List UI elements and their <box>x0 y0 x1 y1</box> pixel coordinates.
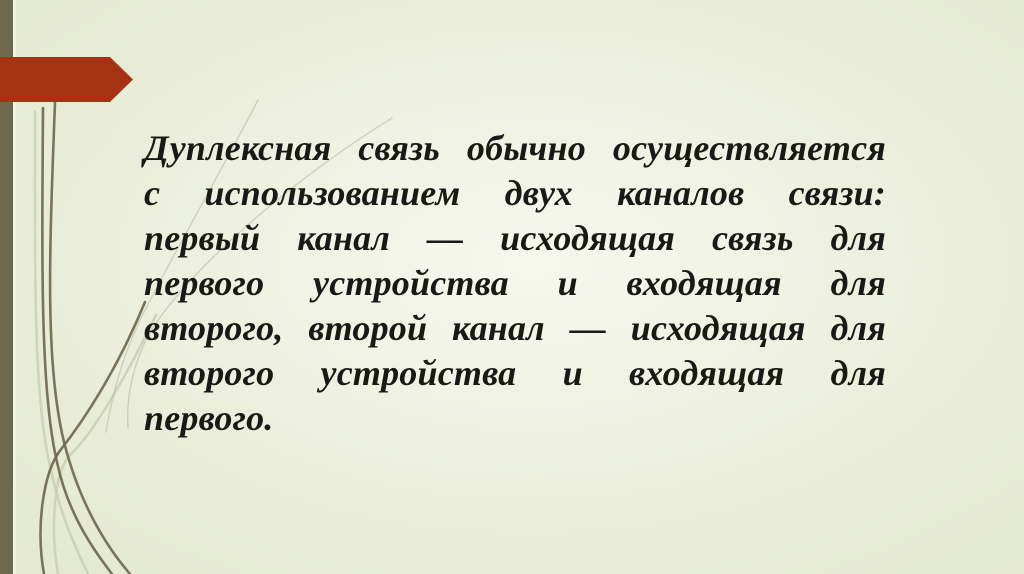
body-line: первого. <box>144 398 274 438</box>
body-line: второго устройства и входящая для <box>144 353 886 393</box>
decorative-curve-dark <box>41 302 145 574</box>
body-line: первый канал — исходящая связь для <box>144 218 886 258</box>
red-arrow-shape <box>0 57 133 102</box>
body-line: второго, второй канал — исходящая для <box>144 308 886 348</box>
slide-body-text <box>144 126 886 441</box>
body-line: с использованием двух каналов связи: <box>144 173 886 213</box>
decorative-curve-dark <box>50 102 130 574</box>
body-line: Дуплексная связь обычно осуществляется <box>144 128 886 168</box>
body-line: первого устройства и входящая для <box>144 263 886 303</box>
